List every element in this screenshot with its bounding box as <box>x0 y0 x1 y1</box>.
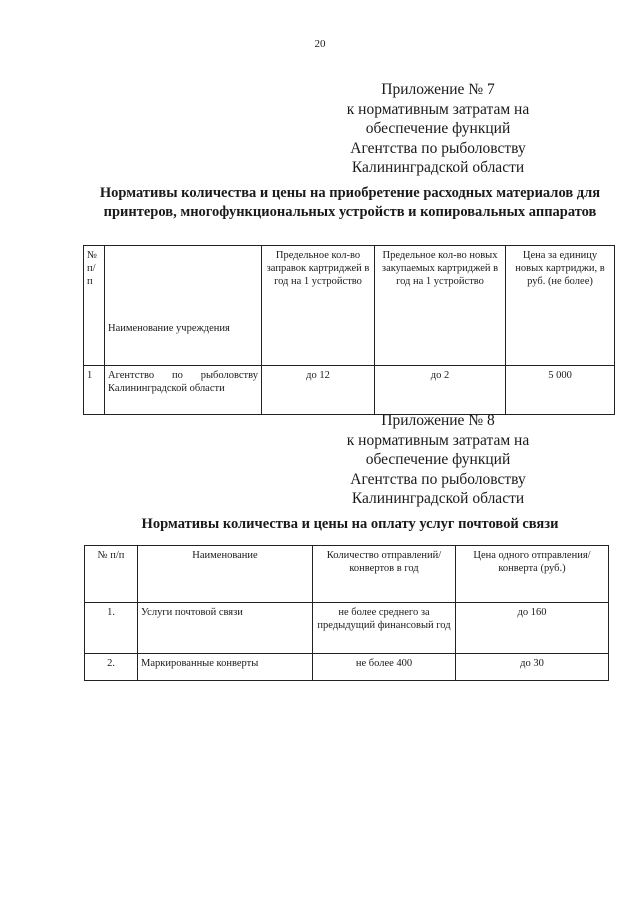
header-cell-price: Цена одного отправления/ конверта (руб.) <box>456 546 609 603</box>
appendix-8-line: Приложение № 8 <box>381 412 495 429</box>
appendix-7-line: к нормативным затратам на <box>346 100 530 118</box>
cell-refills: до 12 <box>262 366 375 415</box>
appendix-7-line: Калининградской области <box>351 159 525 176</box>
cell-name: Услуги почтовой связи <box>138 603 313 654</box>
postal-norms-table <box>84 545 609 681</box>
appendix-8-line: Агентства по рыболовству <box>350 470 526 488</box>
header-cell-refills: Предельное кол-во заправок картриджей в год на 1 устройство <box>262 246 375 366</box>
appendix-7-line: Приложение № 7 <box>381 81 495 98</box>
cell-price: 5 000 <box>506 366 615 415</box>
appendix-8-line: обеспечение функций <box>365 451 511 468</box>
cell-institution: Агентство по рыболовству Калининградской области <box>105 366 262 415</box>
cell-price: до 160 <box>456 603 609 654</box>
appendix-7-header <box>308 80 568 178</box>
page-number: 20 <box>314 38 326 50</box>
table-header-row <box>84 246 615 366</box>
cell-number: 1 <box>84 366 105 415</box>
table-header-row <box>85 546 609 603</box>
appendix-8-header <box>308 411 568 509</box>
appendix-8-line: Калининградской области <box>351 490 525 507</box>
appendix-7-line: обеспечение функций <box>365 120 511 137</box>
section-2-title: Нормативы количества и цены на оплату услуг почтовой связи <box>141 516 559 532</box>
header-cell-number: № п/п <box>85 546 138 603</box>
cell-quantity: не более среднего за предыдущий финансовый год <box>313 603 456 654</box>
header-cell-name: Наименование <box>138 546 313 603</box>
cell-number: 2. <box>85 654 138 681</box>
appendix-8-line: к нормативным затратам на <box>346 431 530 449</box>
header-cell-price: Цена за единицу новых картриджи, в руб. (не более) <box>506 246 615 366</box>
table-row <box>84 366 615 415</box>
table-row <box>85 603 609 654</box>
header-cell-new-cartridges: Предельное кол-во новых закупаемых картриджей в год на 1 устройство <box>375 246 506 366</box>
section-1-title: Нормативы количества и цены на приобретение расходных материалов для принтеров, многофункциональных устройств и копировальных аппаратов <box>99 185 601 220</box>
table-row <box>85 654 609 681</box>
header-cell-institution: Наименование учреждения <box>105 246 262 366</box>
header-cell-quantity: Количество отправлений/конвертов в год <box>313 546 456 603</box>
cell-number: 1. <box>85 603 138 654</box>
cell-quantity: не более 400 <box>313 654 456 681</box>
cell-price: до 30 <box>456 654 609 681</box>
cell-new-cartridges: до 2 <box>375 366 506 415</box>
cell-name: Маркированные конверты <box>138 654 313 681</box>
header-cell-number: № п/п <box>84 246 105 366</box>
cartridge-norms-table <box>83 245 615 415</box>
appendix-7-line: Агентства по рыболовству <box>350 139 526 157</box>
